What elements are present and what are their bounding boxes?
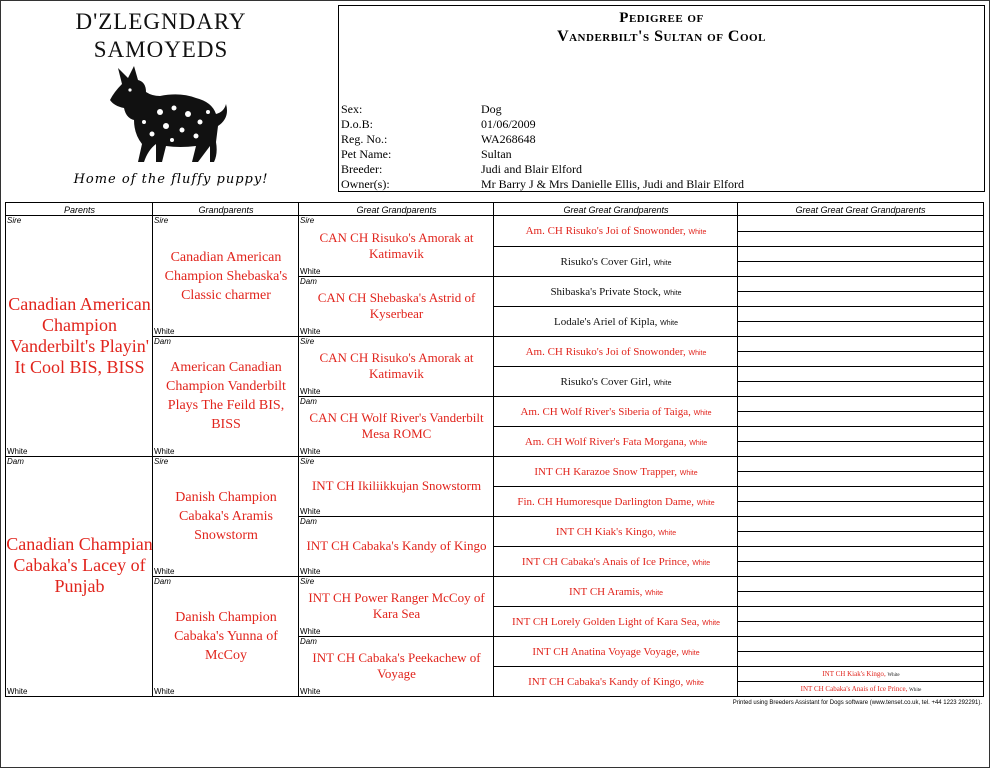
ggg-row-divider [738, 321, 984, 322]
sire-label: Sire [300, 216, 315, 225]
samoyed-logo-icon [100, 62, 230, 172]
pet-name-label: Pet Name: [341, 147, 392, 161]
color-label: White [679, 470, 698, 477]
gg-grandparent-cell: Lodale's Ariel of Kipla, White [493, 307, 738, 337]
ggg-grandparents-column [737, 216, 984, 697]
color-label: White [300, 387, 321, 396]
gg-grandparent-name: INT CH Lorely Golden Light of Kara Sea [511, 616, 697, 628]
ggg-row-divider [738, 381, 984, 382]
pedigree-info-box [338, 5, 985, 192]
ggg-row-divider [738, 501, 984, 502]
parent-sire-name: Canadian American Champion Vanderbilt's Playin' It Cool BIS, BISS [8, 294, 151, 377]
owners-value: Mr Barry J & Mrs Danielle Ellis, Judi and Blair Elford [481, 177, 744, 191]
dam-label: Dam [7, 457, 24, 466]
color-label: White [693, 410, 712, 417]
gg-grandparent-cell: INT CH Anatina Voyage Voyage, White [493, 637, 738, 667]
parent-sire-cell [5, 216, 153, 457]
color-label: White [653, 380, 672, 387]
great-grandparent-name: INT CH Cabaka's Kandy of Kingo [306, 538, 487, 553]
ggg-row-divider [738, 516, 984, 517]
reg-no-value: WA268648 [481, 132, 536, 146]
header-ggg-grandparents: Great Great Great Grandparents [737, 202, 984, 216]
color-label: White [300, 267, 321, 276]
kennel-name-line1: D'ZLEGNDARY [75, 9, 247, 34]
pedigree-title-dog-name: Vanderbilt's Sultan of Cool [557, 28, 766, 45]
grandparent-cell [152, 337, 299, 457]
color-label: White [696, 500, 715, 507]
sire-label: Sire [154, 216, 169, 225]
gg-grandparent-name: Shibaska's Private Stock [550, 286, 659, 298]
gg-grandparent-cell: Am. CH Risuko's Joi of Snowonder, White [493, 216, 738, 247]
gg-grandparent-name: INT CH Karazoe Snow Trapper [534, 466, 675, 478]
great-grandparent-cell [298, 216, 494, 277]
ggg-row-divider [738, 306, 984, 307]
ggg-row-divider [738, 456, 984, 457]
color-label: White [300, 327, 321, 336]
sire-label: Sire [300, 577, 315, 586]
great-grandparent-cell [298, 637, 494, 697]
ggg-row-divider [738, 246, 984, 247]
ggg-row-divider [738, 561, 984, 562]
grandparent-name: Danish Champion Cabaka's Yunna of McCoy [174, 610, 278, 663]
gg-grandparent-cell: Risuko's Cover Girl, White [493, 367, 738, 397]
color-label: White [660, 320, 679, 327]
breeder-value: Judi and Blair Elford [481, 162, 582, 176]
ggg-row-divider [738, 621, 984, 622]
ggg-row-divider [738, 606, 984, 607]
color-label: White [154, 687, 175, 696]
dob-label: D.o.B: [341, 117, 374, 131]
breeder-label: Breeder: [341, 162, 383, 176]
color-label: White [887, 673, 900, 678]
gg-grandparent-name: Fin. CH Humoresque Darlington Dame [517, 496, 692, 508]
great-grandparent-name: INT CH Cabaka's Peekachew of Voyage [312, 650, 481, 681]
ggg-grandparent-name: INT CH Kiak's Kingo [822, 670, 884, 678]
color-label: White [688, 350, 707, 357]
dam-label: Dam [300, 637, 317, 646]
ggg-row-divider [738, 336, 984, 337]
gg-grandparent-cell: INT CH Kiak's Kingo, White [493, 517, 738, 547]
ggg-row-divider [738, 396, 984, 397]
grandparent-cell [152, 457, 299, 577]
color-label: White [7, 687, 28, 696]
pet-name-value: Sultan [481, 147, 512, 161]
sire-label: Sire [7, 216, 22, 225]
grandparent-name: Canadian American Champion Shebaska's Classic charmer [164, 250, 288, 303]
kennel-name-line2: SAMOYEDS [93, 37, 229, 62]
grandparent-name: American Canadian Champion Vanderbilt Plays The Feild BIS, BISS [166, 360, 286, 432]
gg-grandparent-name: Am. CH Wolf River's Siberia of Taiga [520, 406, 689, 418]
color-label: White [154, 327, 175, 336]
ggg-row-divider [738, 486, 984, 487]
header-grandparents: Grandparents [152, 202, 299, 216]
ggg-row-divider [738, 576, 984, 577]
ggg-row-divider [738, 411, 984, 412]
gg-grandparent-cell: Risuko's Cover Girl, White [493, 247, 738, 277]
ggg-row-divider [738, 231, 984, 232]
color-label: White [645, 590, 664, 597]
kennel-tagline: Home of the fluffy puppy! [73, 172, 269, 187]
reg-no-label: Reg. No.: [341, 132, 388, 146]
sire-label: Sire [300, 457, 315, 466]
color-label: White [300, 567, 321, 576]
ggg-row-divider [738, 276, 984, 277]
parent-dam-cell [5, 457, 153, 697]
dam-label: Dam [300, 397, 317, 406]
ggg-row-divider [738, 591, 984, 592]
great-grandparent-cell [298, 517, 494, 577]
grandparent-name: Danish Champion Cabaka's Aramis Snowstorm [175, 490, 277, 543]
great-grandparent-cell [298, 277, 494, 337]
color-label: White [692, 560, 711, 567]
ggg-row-divider [738, 426, 984, 427]
color-label: White [681, 650, 700, 657]
ggg-row-divider [738, 441, 984, 442]
ggg-row-divider [738, 636, 984, 637]
parent-dam-name: Canadian Champian Cabaka's Lacey of Punjab [6, 534, 153, 596]
color-label: White [300, 687, 321, 696]
dob-value: 01/06/2009 [481, 117, 536, 131]
gg-grandparent-cell: INT CH Lorely Golden Light of Kara Sea, White [493, 607, 738, 637]
color-label: White [653, 260, 672, 267]
sire-label: Sire [154, 457, 169, 466]
gg-grandparent-name: INT CH Aramis [568, 586, 640, 598]
owners-label: Owner(s): [341, 177, 390, 191]
great-grandparent-name: INT CH Ikiliikkujan Snowstorm [311, 478, 482, 493]
dam-label: Dam [300, 517, 317, 526]
gg-grandparent-name: INT CH Cabaka's Kandy of Kingo [528, 676, 681, 688]
gg-grandparent-name: Am. CH Risuko's Joi of Snowonder [525, 225, 683, 237]
gg-grandparent-name: INT CH Cabaka's Anais of Ice Prince [521, 556, 687, 568]
gg-grandparent-name: INT CH Kiak's Kingo [555, 526, 653, 538]
pedigree-title-prefix: Pedigree of [619, 10, 704, 26]
great-grandparent-name: CAN CH Risuko's Amorak at Katimavik [319, 230, 474, 261]
sire-label: Sire [300, 337, 315, 346]
gg-grandparent-cell: INT CH Cabaka's Kandy of Kingo, White [493, 667, 738, 697]
kennel-name [30, 8, 292, 64]
ggg-row-divider [738, 366, 984, 367]
ggg-row-divider [738, 546, 984, 547]
color-label: White [663, 290, 682, 297]
gg-grandparent-name: Lodale's Ariel of Kipla [553, 316, 655, 328]
ggg-row-divider [738, 651, 984, 652]
ggg-row-divider [738, 261, 984, 262]
dam-label: Dam [154, 337, 171, 346]
gg-grandparent-cell: Am. CH Risuko's Joi of Snowonder, White [493, 337, 738, 367]
great-grandparent-cell [298, 337, 494, 397]
ggg-grandparent-cell: INT CH Cabaka's Anais of Ice Prince, White [737, 682, 984, 697]
grandparent-cell [152, 216, 299, 337]
sex-label: Sex: [341, 102, 363, 116]
great-grandparent-name: CAN CH Risuko's Amorak at Katimavik [319, 350, 474, 381]
great-grandparent-cell [298, 457, 494, 517]
gg-grandparent-cell: Am. CH Wolf River's Fata Morgana, White [493, 427, 738, 457]
color-label: White [689, 440, 708, 447]
color-label: White [686, 680, 704, 687]
great-grandparent-cell [298, 397, 494, 457]
header-gg-grandparents: Great Great Grandparents [493, 202, 738, 216]
gg-grandparent-cell: INT CH Karazoe Snow Trapper, White [493, 457, 738, 487]
great-grandparent-name: CAN CH Shebaska's Astrid of Kyserbear [317, 290, 476, 321]
color-label: White [702, 620, 721, 627]
gg-grandparent-cell: Fin. CH Humoresque Darlington Dame, White [493, 487, 738, 517]
ggg-row-divider [738, 471, 984, 472]
gg-grandparent-name: Am. CH Wolf River's Fata Morgana [524, 436, 684, 448]
software-credit: Printed using Breeders Assistant for Dogs software (www.tenset.co.uk, tel. +44 1223 292291). [732, 700, 982, 706]
great-grandparent-cell [298, 577, 494, 637]
gg-grandparent-cell: Am. CH Wolf River's Siberia of Taiga, White [493, 397, 738, 427]
gg-grandparent-name: INT CH Anatina Voyage Voyage [532, 646, 677, 658]
gg-grandparent-cell: INT CH Aramis, White [493, 577, 738, 607]
color-label: White [909, 688, 922, 693]
gg-grandparent-cell: Shibaska's Private Stock, White [493, 277, 738, 307]
ggg-row-divider [738, 351, 984, 352]
color-label: White [688, 229, 707, 236]
ggg-grandparent-cell: INT CH Kiak's Kingo, White [737, 667, 984, 682]
color-label: White [154, 447, 175, 456]
sex-value: Dog [481, 102, 502, 116]
gg-grandparent-name: Am. CH Risuko's Joi of Snowonder [525, 346, 683, 358]
color-label: White [658, 530, 677, 537]
header-parents: Parents [5, 202, 153, 216]
grandparent-cell [152, 577, 299, 697]
great-grandparent-name: INT CH Power Ranger McCoy of Kara Sea [308, 590, 485, 621]
color-label: White [154, 567, 175, 576]
great-grandparent-name: CAN CH Wolf River's Vanderbilt Mesa ROMC [309, 410, 484, 441]
color-label: White [300, 507, 321, 516]
color-label: White [7, 447, 28, 456]
ggg-row-divider [738, 291, 984, 292]
dam-label: Dam [154, 577, 171, 586]
gg-grandparent-name: Risuko's Cover Girl [560, 376, 649, 388]
header-great-grandparents: Great Grandparents [298, 202, 494, 216]
ggg-grandparent-name: INT CH Cabaka's Anais of Ice Prince [800, 685, 906, 693]
color-label: White [300, 447, 321, 456]
gg-grandparent-cell: INT CH Cabaka's Anais of Ice Prince, White [493, 547, 738, 577]
gg-grandparent-name: Risuko's Cover Girl [560, 256, 649, 268]
color-label: White [300, 627, 321, 636]
dam-label: Dam [300, 277, 317, 286]
ggg-row-divider [738, 531, 984, 532]
